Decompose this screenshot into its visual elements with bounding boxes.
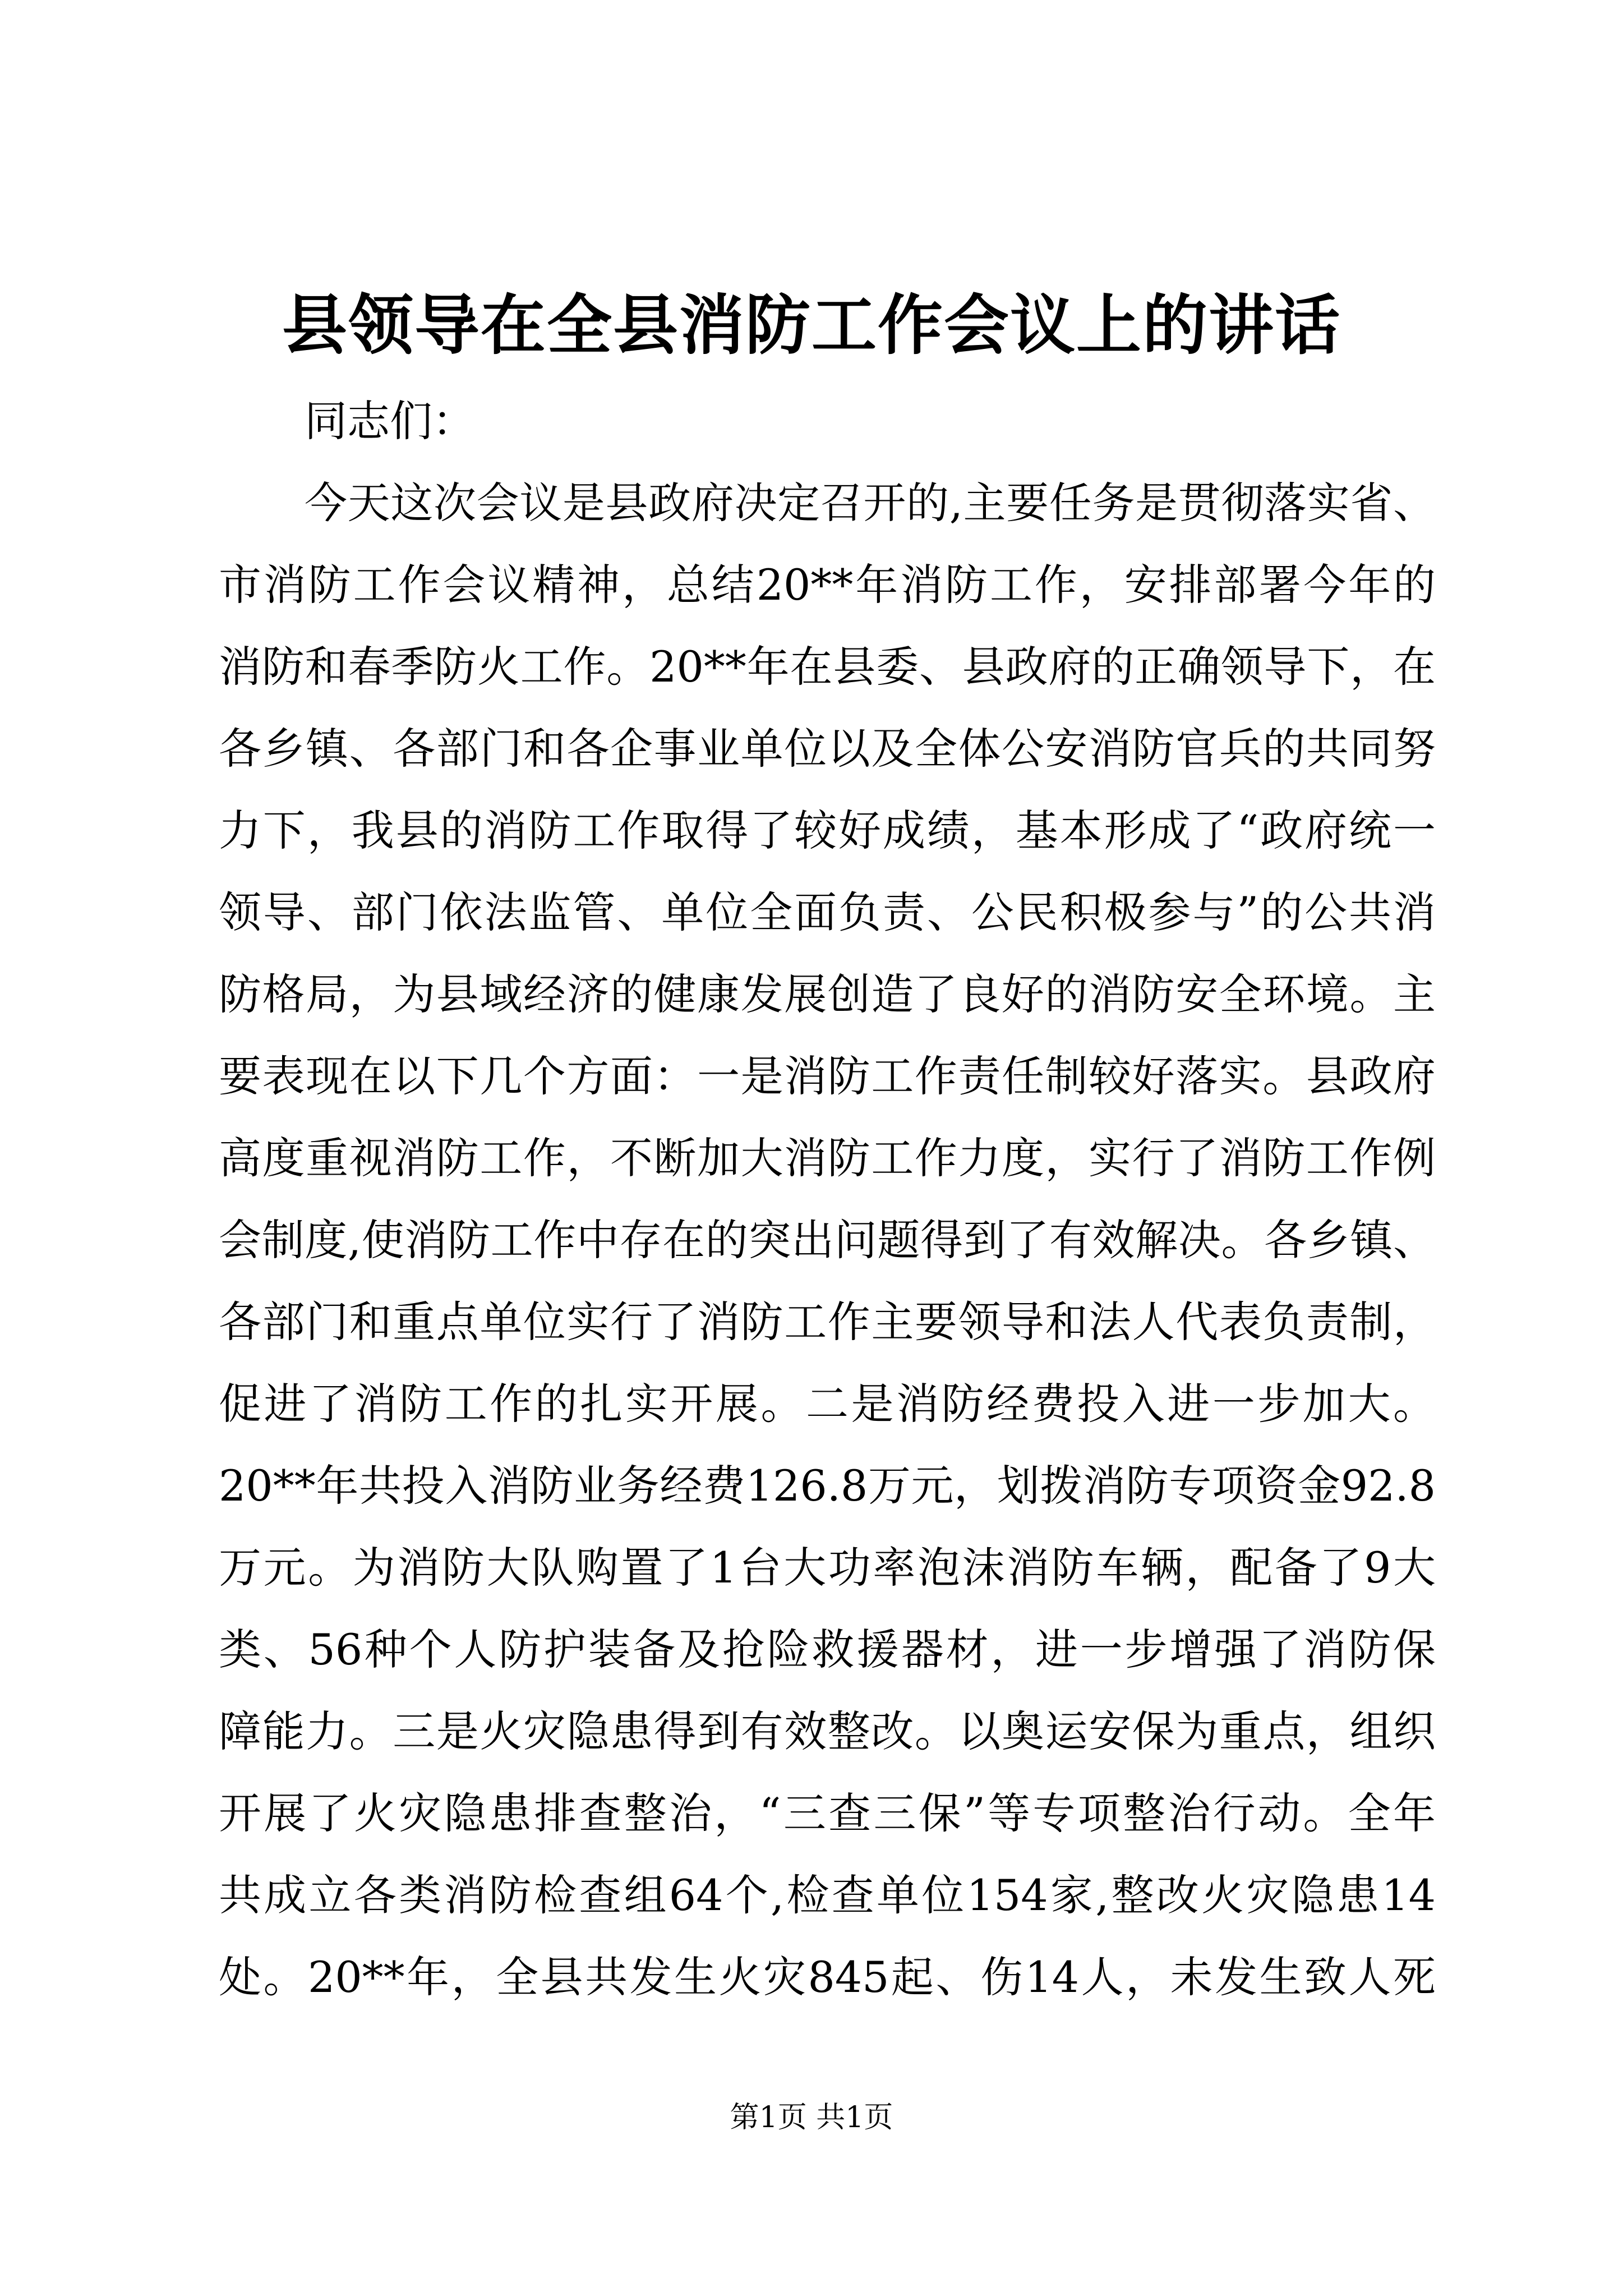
greeting-line: 同志们： <box>305 396 475 446</box>
paragraph-line: 处。20**年，全县共发生火灾845起、伤14人，未发生致人死 <box>219 1952 1436 2002</box>
paragraph-line: 促进了消防工作的扎实开展。二是消防经费投入进一步加大。 <box>219 1379 1436 1429</box>
paragraph-line: 类、56种个人防护装备及抢险救援器材，进一步增强了消防保 <box>219 1625 1436 1674</box>
paragraph-line: 市消防工作会议精神，总结20**年消防工作，安排部署今年的 <box>219 560 1436 610</box>
paragraph-line: 开展了火灾隐患排查整治，“三查三保”等专项整治行动。全年 <box>219 1788 1436 1838</box>
document-title: 县领导在全县消防工作会议上的讲话 <box>282 287 1341 364</box>
paragraph-line: 防格局，为县域经济的健康发展创造了良好的消防安全环境。主 <box>219 969 1436 1019</box>
paragraph-line: 20**年共投入消防业务经费126.8万元，划拨消防专项资金92.8 <box>219 1461 1436 1511</box>
paragraph-line: 高度重视消防工作，不断加大消防工作力度，实行了消防工作例 <box>219 1133 1436 1183</box>
paragraph-line: 障能力。三是火灾隐患得到有效整改。以奥运安保为重点，组织 <box>219 1706 1436 1756</box>
paragraph-line: 消防和春季防火工作。20**年在县委、县政府的正确领导下，在 <box>219 642 1436 692</box>
paragraph-line: 各部门和重点单位实行了消防工作主要领导和法人代表负责制， <box>219 1297 1436 1347</box>
page-footer: 第1页 共1页 <box>730 2101 893 2134</box>
paragraph-line: 力下，我县的消防工作取得了较好成绩，基本形成了“政府统一 <box>219 806 1436 855</box>
document-body <box>219 380 1436 2018</box>
paragraph-line: 领导、部门依法监管、单位全面负责、公民积极参与”的公共消 <box>219 887 1436 937</box>
paragraph-line: 今天这次会议是县政府决定召开的,主要任务是贯彻落实省、 <box>305 478 1436 528</box>
paragraph-line: 共成立各类消防检查组64个,检查单位154家,整改火灾隐患14 <box>219 1870 1436 1920</box>
paragraph-line: 万元。为消防大队购置了1台大功率泡沫消防车辆，配备了9大 <box>219 1543 1436 1593</box>
paragraph-line: 会制度,使消防工作中存在的突出问题得到了有效解决。各乡镇、 <box>219 1215 1436 1265</box>
paragraph-line: 要表现在以下几个方面：一是消防工作责任制较好落实。县政府 <box>219 1051 1436 1101</box>
paragraph-line: 各乡镇、各部门和各企事业单位以及全体公安消防官兵的共同努 <box>219 724 1436 774</box>
